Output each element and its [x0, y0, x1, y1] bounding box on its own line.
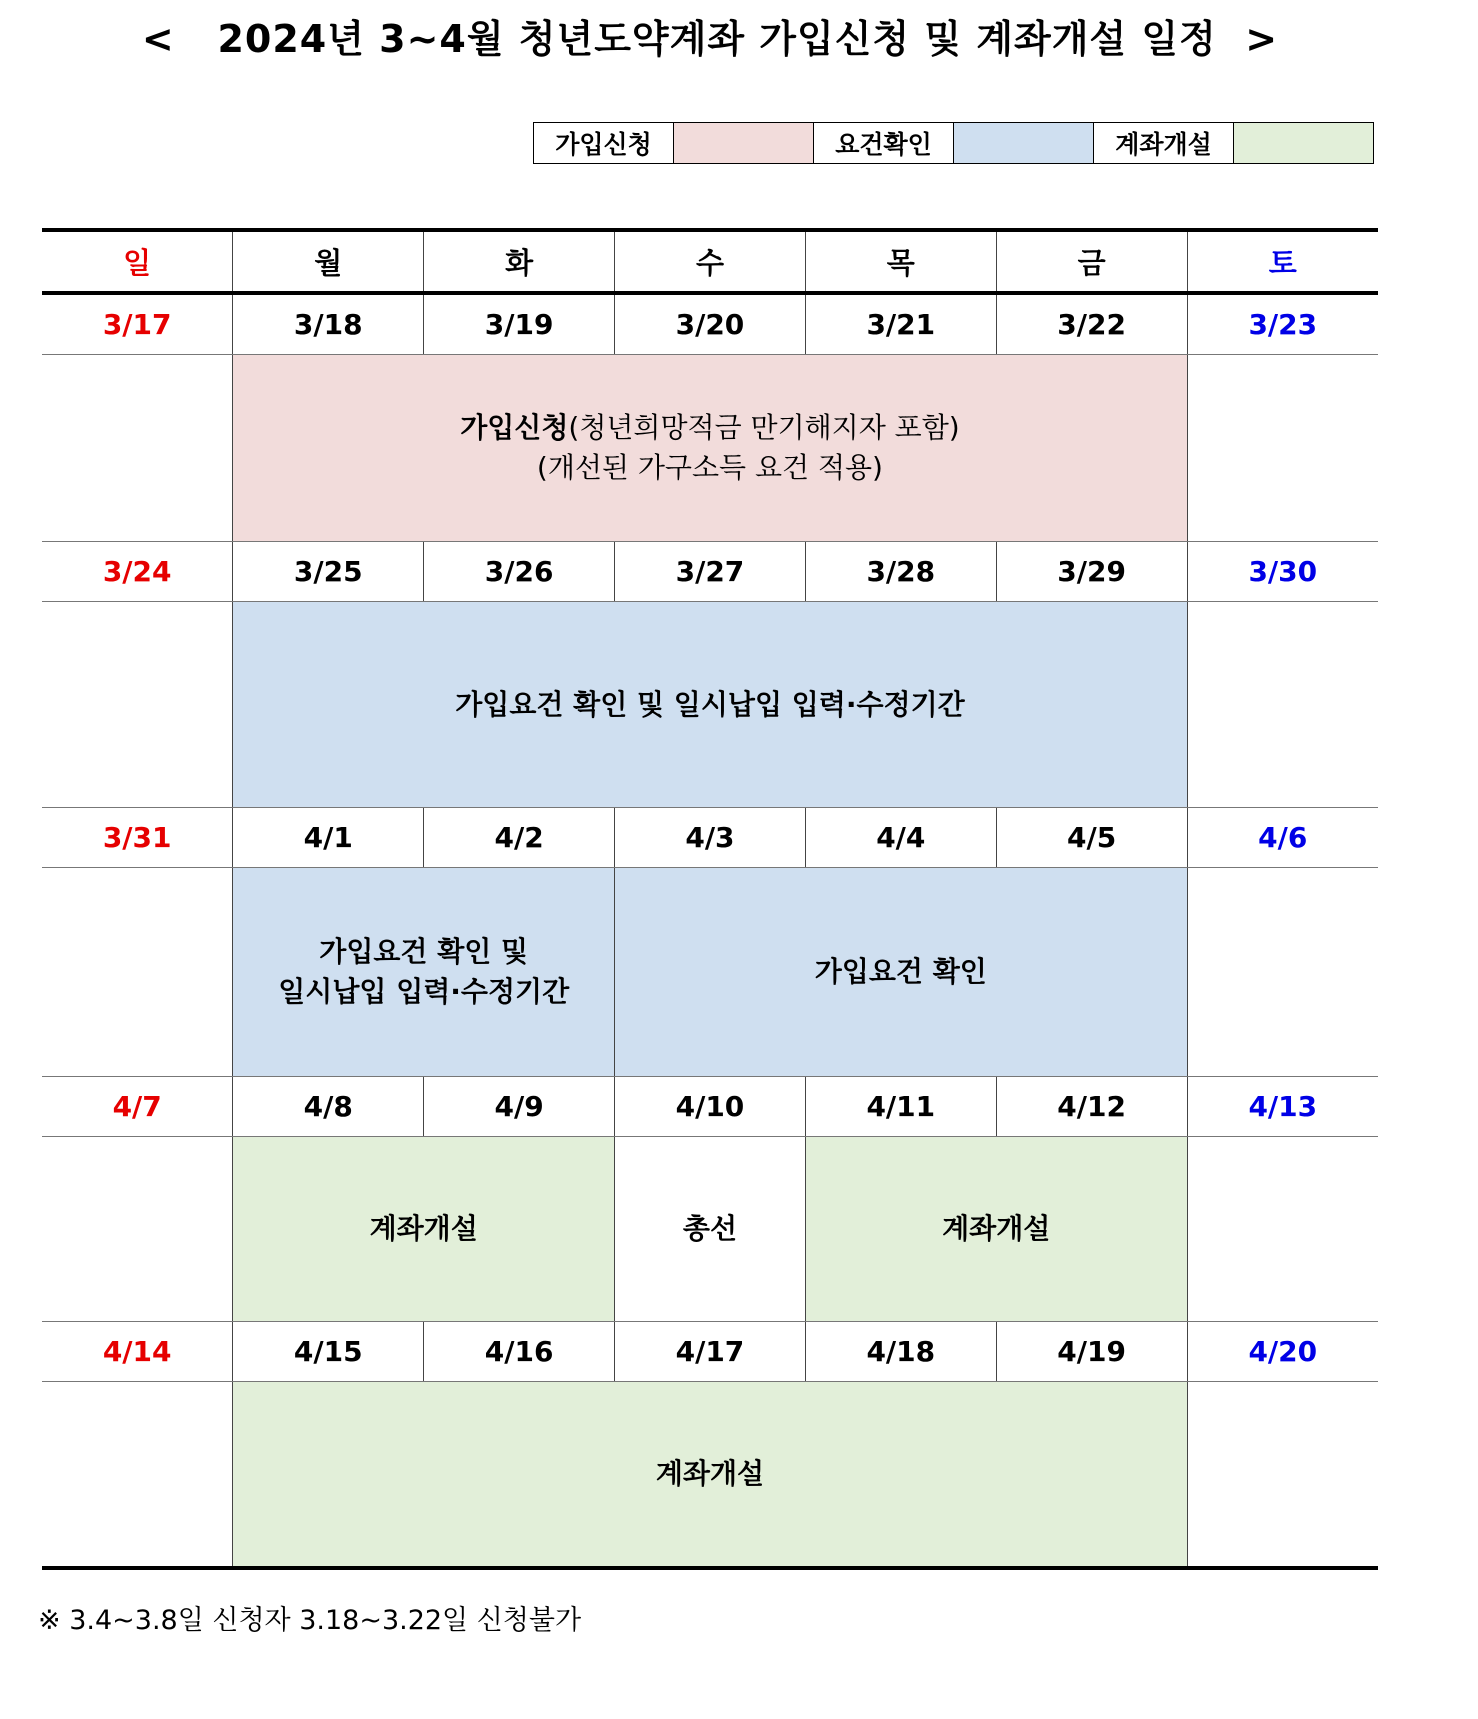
- date-cell: 3/24: [42, 542, 233, 602]
- weekday-thu: 목: [805, 230, 996, 293]
- date-cell: 3/25: [233, 542, 424, 602]
- event-account-open: 계좌개설: [233, 1137, 615, 1322]
- date-cell: 4/3: [615, 808, 806, 868]
- date-cell: 4/15: [233, 1322, 424, 1382]
- date-cell: 3/29: [996, 542, 1187, 602]
- empty-cell: [1187, 868, 1378, 1077]
- date-cell: 4/14: [42, 1322, 233, 1382]
- event-row: [42, 1137, 1378, 1322]
- event-check-input-period: [233, 868, 615, 1077]
- date-cell: 3/30: [1187, 542, 1378, 602]
- date-cell: 4/7: [42, 1077, 233, 1137]
- legend-swatch-apply: [674, 123, 814, 164]
- empty-cell: [1187, 1382, 1378, 1569]
- date-cell: 4/2: [424, 808, 615, 868]
- legend-swatch-check: [954, 123, 1094, 164]
- event-check-period: 가입요건 확인 및 일시납입 입력·수정기간: [233, 602, 1187, 808]
- event-account-open-final: 계좌개설: [233, 1382, 1187, 1569]
- event-apply-bold: 가입신청: [460, 411, 569, 444]
- date-cell: 3/20: [615, 293, 806, 355]
- date-cell: 4/19: [996, 1322, 1187, 1382]
- event-row: [42, 1382, 1378, 1569]
- date-cell: 4/8: [233, 1077, 424, 1137]
- empty-cell: [1187, 1137, 1378, 1322]
- legend-label-apply: 가입신청: [534, 123, 674, 164]
- date-row: [42, 808, 1378, 868]
- date-cell: 4/11: [805, 1077, 996, 1137]
- event-apply-period: [233, 355, 1187, 542]
- date-cell: 4/20: [1187, 1322, 1378, 1382]
- event-apply-detail: (청년희망적금 만기해지자 포함): [568, 411, 960, 444]
- event-row: [42, 868, 1378, 1077]
- empty-cell: [42, 868, 233, 1077]
- schedule-calendar: [42, 228, 1378, 1570]
- weekday-header-row: [42, 230, 1378, 293]
- date-cell: 4/13: [1187, 1077, 1378, 1137]
- page-title: < 2024년 3~4월 청년도약계좌 가입신청 및 계좌개설 일정 >: [141, 17, 1279, 61]
- date-cell: 3/26: [424, 542, 615, 602]
- empty-cell: [1187, 355, 1378, 542]
- legend: [533, 122, 1374, 164]
- legend-swatch-open: [1234, 123, 1374, 164]
- date-row: [42, 293, 1378, 355]
- weekday-wed: 수: [615, 230, 806, 293]
- legend-label-open: 계좌개설: [1094, 123, 1234, 164]
- date-row: [42, 1077, 1378, 1137]
- empty-cell: [42, 355, 233, 542]
- date-cell: 4/18: [805, 1322, 996, 1382]
- date-cell: 3/28: [805, 542, 996, 602]
- empty-cell: [42, 1137, 233, 1322]
- empty-cell: [42, 602, 233, 808]
- legend-label-check: 요건확인: [814, 123, 954, 164]
- date-cell: 3/22: [996, 293, 1187, 355]
- event-row: [42, 355, 1378, 542]
- weekday-mon: 월: [233, 230, 424, 293]
- date-cell: 3/21: [805, 293, 996, 355]
- weekday-sat: 토: [1187, 230, 1378, 293]
- empty-cell: [42, 1382, 233, 1569]
- event-row: [42, 602, 1378, 808]
- date-cell: 4/1: [233, 808, 424, 868]
- date-cell: 3/18: [233, 293, 424, 355]
- weekday-sun: 일: [42, 230, 233, 293]
- weekday-tue: 화: [424, 230, 615, 293]
- date-cell: 4/17: [615, 1322, 806, 1382]
- date-cell: 4/12: [996, 1077, 1187, 1137]
- event-check-input-line1: 가입요건 확인 및: [319, 935, 529, 968]
- empty-cell: [1187, 602, 1378, 808]
- weekday-fri: 금: [996, 230, 1187, 293]
- date-cell: 3/19: [424, 293, 615, 355]
- event-check-only: 가입요건 확인: [615, 868, 1188, 1077]
- event-account-open: 계좌개설: [805, 1137, 1187, 1322]
- date-row: [42, 1322, 1378, 1382]
- date-cell: 3/31: [42, 808, 233, 868]
- date-cell: 3/23: [1187, 293, 1378, 355]
- date-cell: 3/27: [615, 542, 806, 602]
- event-election: 총선: [615, 1137, 806, 1322]
- date-cell: 3/17: [42, 293, 233, 355]
- date-cell: 4/9: [424, 1077, 615, 1137]
- date-cell: 4/4: [805, 808, 996, 868]
- footnote: ※ 3.4~3.8일 신청자 3.18~3.22일 신청불가: [38, 1605, 582, 1636]
- event-check-input-line2: 일시납입 입력·수정기간: [278, 975, 570, 1008]
- date-cell: 4/5: [996, 808, 1187, 868]
- date-cell: 4/10: [615, 1077, 806, 1137]
- date-row: [42, 542, 1378, 602]
- date-cell: 4/6: [1187, 808, 1378, 868]
- event-apply-line2: (개선된 가구소득 요건 적용): [536, 451, 883, 484]
- date-cell: 4/16: [424, 1322, 615, 1382]
